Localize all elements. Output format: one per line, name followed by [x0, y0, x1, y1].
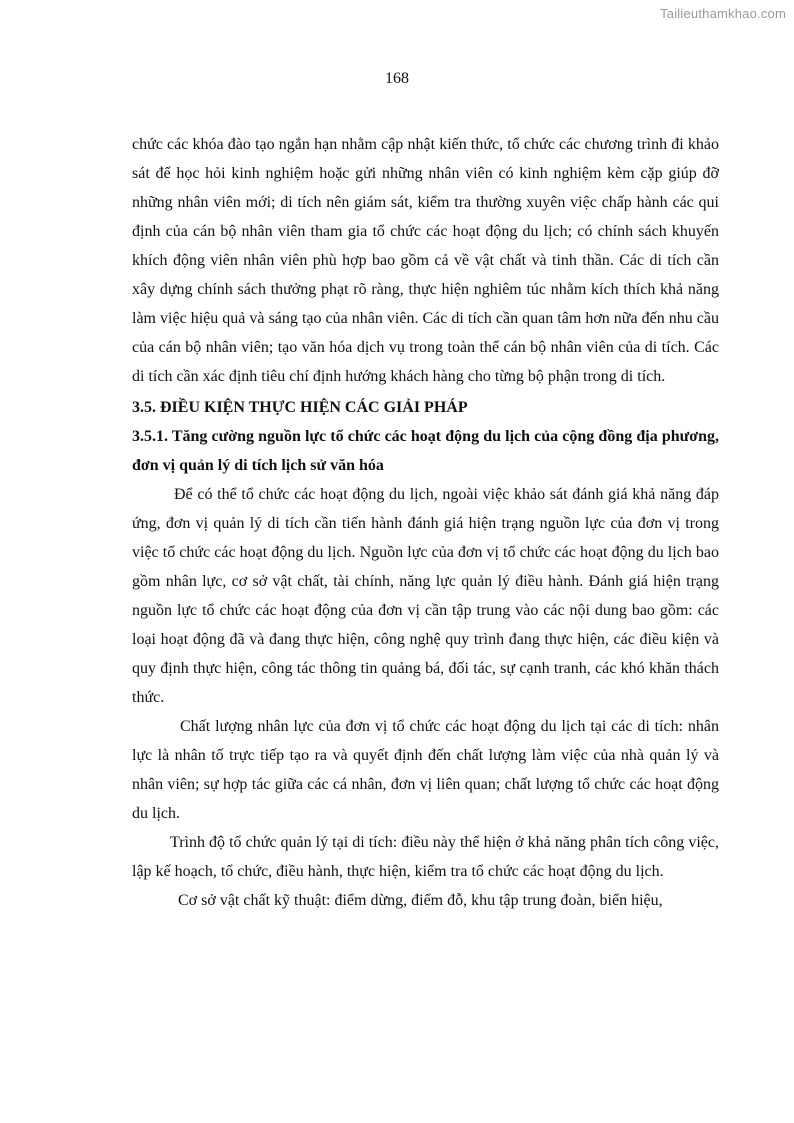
document-body — [132, 130, 719, 915]
section-heading-3-5: 3.5. ĐIỀU KIỆN THỰC HIỆN CÁC GIẢI PHÁP — [132, 399, 468, 416]
paragraph-resource-assessment: Để có thể tổ chức các hoạt động du lịch, ngoài việc khảo sát đánh giá khả năng đáp ứng, đơn vị quản lý di tích cần tiến hành đánh giá hiện trạng nguồn lực của đơn vị trong việc tổ chức các hoạt động du lịch. Nguồn lực của đơn vị tổ chức các hoạt động du lịch bao gồm nhân lực, cơ sở vật chất, tài chính, năng lực quản lý điều hành. Đánh giá hiện trạng nguồn lực tổ chức các hoạt động của đơn vị cần tập trung vào các nội dung bao gồm: các loại hoạt động đã và đang thực hiện, công nghệ quy trình đang thực hiện, các điều kiện và quy định thực hiện, công tác thông tin quảng bá, đối tác, sự cạnh tranh, các khó khăn thách thức. — [132, 486, 719, 706]
paragraph-management-level: Trình độ tổ chức quản lý tại di tích: điều này thể hiện ở khả năng phân tích công việc, lập kế hoạch, tổ chức, điều hành, thực hiện, kiểm tra tổ chức các hoạt động du lịch. — [132, 834, 719, 880]
subsection-heading-3-5-1: 3.5.1. Tăng cường nguồn lực tổ chức các hoạt động du lịch của cộng đồng địa phương, đơn vị quản lý di tích lịch sử văn hóa — [132, 428, 719, 474]
paragraph-infrastructure: Cơ sở vật chất kỹ thuật: điểm dừng, điểm đỗ, khu tập trung đoàn, biển hiệu, — [178, 892, 663, 909]
paragraph-continued: chức các khóa đào tạo ngắn hạn nhằm cập nhật kiến thức, tổ chức các chương trình đi khảo sát để học hỏi kinh nghiệm hoặc gửi những nhân viên có kinh nghiệm kèm cặp giúp đỡ những nhân viên mới; di tích nên giám sát, kiểm tra thường xuyên việc chấp hành các qui định của cán bộ nhân viên tham gia tổ chức các hoạt động du lịch; có chính sách khuyến khích động viên nhân viên phù hợp bao gồm cả về vật chất và tinh thần. Các di tích cần xây dựng chính sách thưởng phạt rõ ràng, thực hiện nghiêm túc nhằm kích thích khả năng làm việc hiệu quả và sáng tạo của nhân viên. Các di tích cần quan tâm hơn nữa đến nhu cầu của cán bộ nhân viên; tạo văn hóa dịch vụ trong toàn thể cán bộ nhân viên của di tích. Các di tích cần xác định tiêu chí định hướng khách hàng cho từng bộ phận trong di tích. — [132, 136, 719, 385]
page-number: 168 — [385, 70, 409, 87]
watermark-text: Tailieuthamkhao.com — [660, 6, 786, 21]
paragraph-human-resources: Chất lượng nhân lực của đơn vị tổ chức các hoạt động du lịch tại các di tích: nhân lực là nhân tố trực tiếp tạo ra và quyết định đến chất lượng làm việc của nhà quản lý và nhân viên; sự hợp tác giữa các cá nhân, đơn vị liên quan; chất lượng tổ chức các hoạt động du lịch. — [132, 718, 719, 822]
